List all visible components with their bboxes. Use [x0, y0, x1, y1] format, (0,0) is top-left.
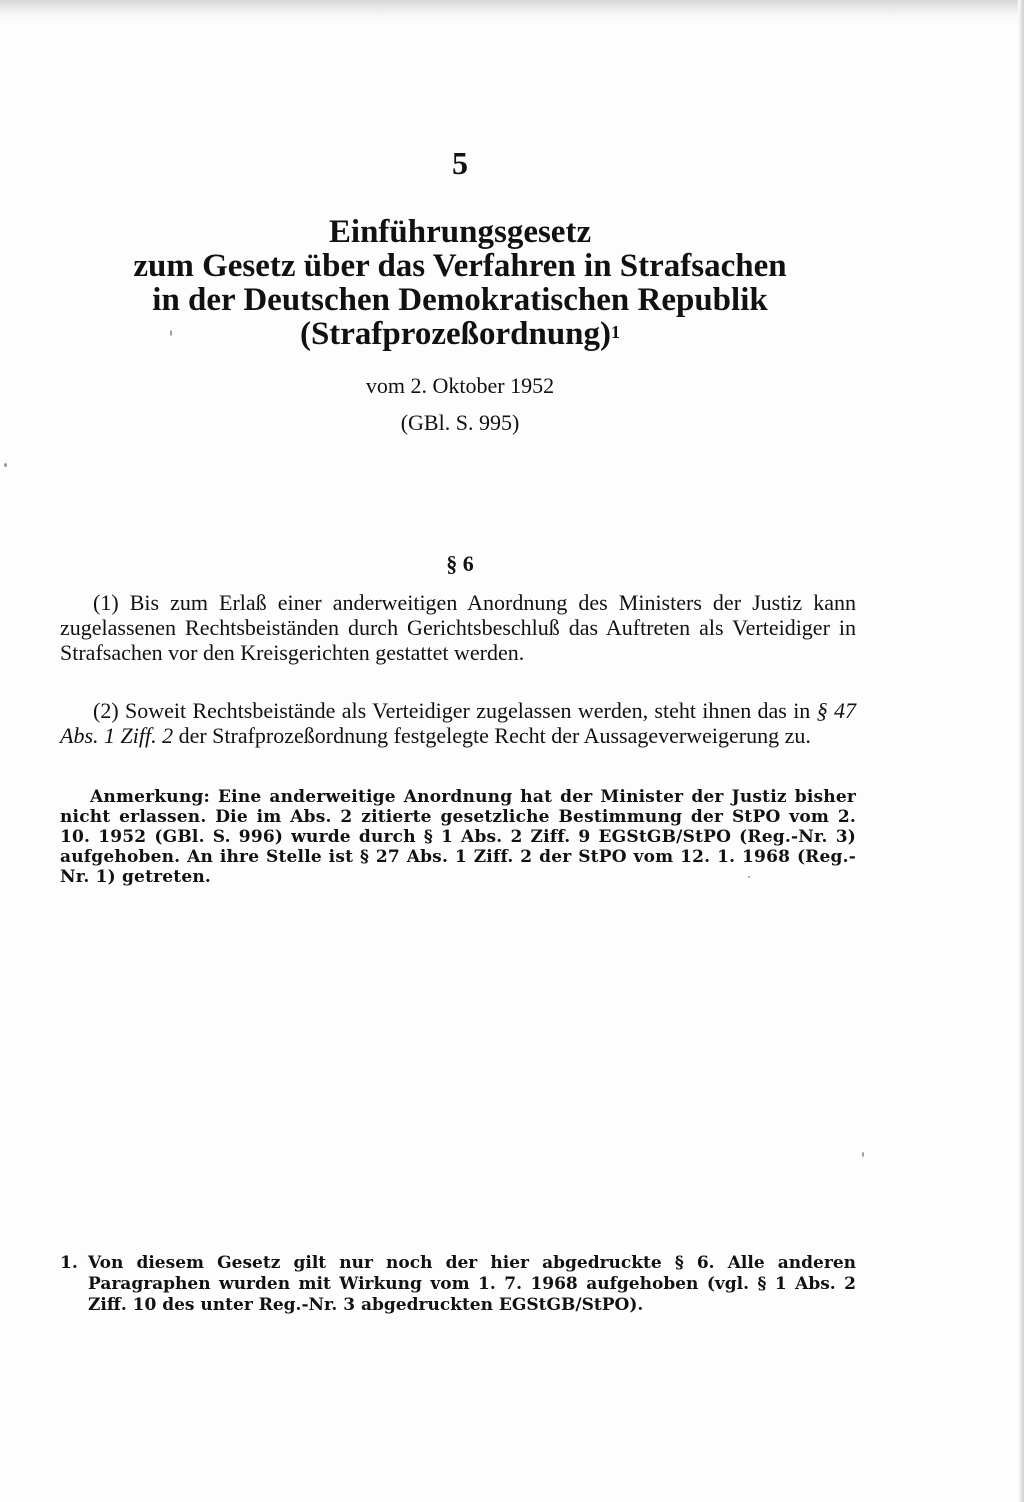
- title-footnote-ref: 1: [611, 322, 621, 342]
- paragraph-2-reference: § 47 Abs. 1 Ziff. 2: [60, 698, 856, 748]
- title-line-4: [0, 317, 920, 351]
- footnote: [60, 1253, 856, 1316]
- section-paragraph-2: [60, 698, 856, 748]
- note-label: Anmerkung:: [90, 787, 210, 807]
- document-source: (GBl. S. 995): [400, 410, 520, 435]
- document-title: [0, 215, 920, 351]
- title-line-1: Einführungsgesetz: [328, 214, 592, 250]
- footnote-text: Von diesem Gesetz gilt nur noch der hier abgedruckte § 6. Alle anderen Paragraphen wurden mit Wirkung vom 1. 7. 1968 aufgehoben (vgl. § 1 Abs. 2 Ziff. 10 des unter Reg.-Nr. 3 abgedruckten EGStGB/StPO).: [88, 1253, 856, 1315]
- scan-speck: [748, 876, 750, 878]
- document-number: 5: [452, 145, 468, 181]
- scan-speck: [862, 1152, 864, 1157]
- paragraph-2-text-end: der Strafprozeßordnung festgelegte Recht der Aussageverweigerung zu.: [173, 723, 811, 748]
- scan-top-edge: [0, 0, 1024, 22]
- title-last-line-text: (Strafprozeßordnung): [299, 316, 612, 352]
- footnote-marker: 1.: [60, 1253, 78, 1273]
- title-line-2: zum Gesetz über das Verfahren in Strafsachen: [133, 248, 787, 284]
- scan-speck: [4, 463, 7, 467]
- section-heading: § 6: [446, 551, 474, 576]
- title-line-3: in der Deutschen Demokratischen Republik: [152, 282, 768, 318]
- scan-right-edge: [1018, 0, 1024, 1502]
- note-text: Eine anderweitige Anordnung hat der Minister der Justiz bisher nicht erlassen. Die im Abs. 2 zitierte gesetzliche Bestimmung der StPO vom 2. 10. 1952 (GBl. S. 996) wurde durch § 1 Abs. 2 Ziff. 9 EGStGB/StPO (Reg.-Nr. 3) aufgehoben. An ihre Stelle ist § 27 Abs. 1 Ziff. 2 der StPO vom 12. 1. 1968 (Reg.-Nr. 1) getreten.: [60, 787, 856, 887]
- paragraph-2-text-start: (2) Soweit Rechtsbeistände als Verteidiger zugelassen werden, steht ihnen das in: [93, 698, 817, 723]
- editorial-note: [60, 787, 856, 887]
- document-date: vom 2. Oktober 1952: [365, 373, 555, 398]
- section-paragraph-1: (1) Bis zum Erlaß einer anderweitigen Anordnung des Ministers der Justiz kann zugelassenen Rechtsbeiständen durch Gerichtsbeschluß das Auftreten als Verteidiger in Strafsachen vor den Kreisgerichten gestattet werden.: [60, 590, 856, 665]
- scan-speck: [170, 330, 172, 336]
